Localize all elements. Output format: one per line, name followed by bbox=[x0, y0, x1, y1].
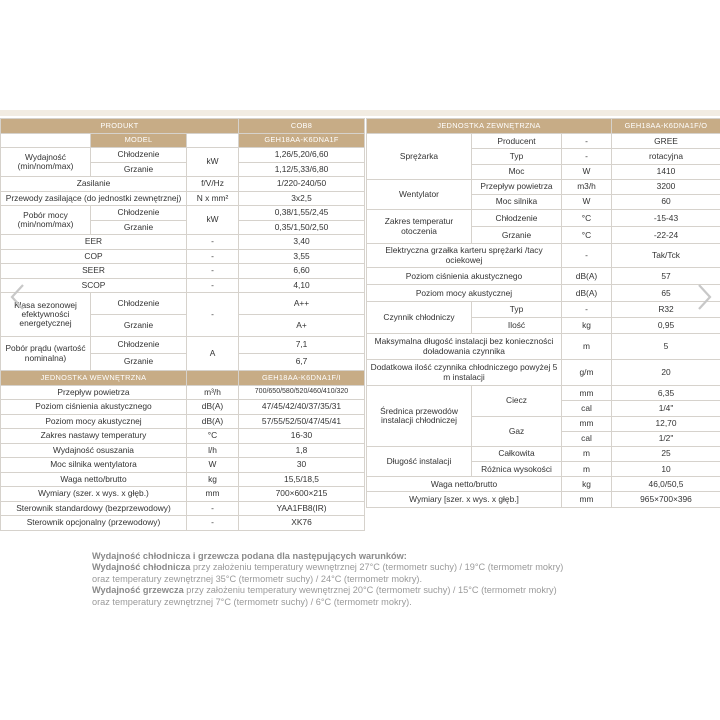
cell: Chłodzenie bbox=[91, 337, 187, 354]
value-cell: 1/220-240/50 bbox=[239, 177, 365, 192]
top-band bbox=[0, 110, 720, 116]
value-cell: 6,35 bbox=[612, 386, 720, 401]
notes-text: przy założeniu temperatury wewnętrznej 20°C (termometr suchy) / 15°C (termometr mokry) bbox=[183, 585, 557, 596]
value-cell: GREE bbox=[612, 134, 720, 149]
unit-cell: A bbox=[187, 337, 239, 371]
cell: Typ bbox=[472, 149, 562, 164]
cell: Chłodzenie bbox=[91, 293, 187, 315]
unit-cell: - bbox=[562, 134, 612, 149]
cell: Ilość bbox=[472, 318, 562, 334]
cell: Ciecz bbox=[472, 386, 562, 416]
unit-cell: °C bbox=[187, 429, 239, 444]
value-cell: 3,40 bbox=[239, 235, 365, 250]
value-cell: rotacyjna bbox=[612, 149, 720, 164]
unit-cell: kg bbox=[562, 318, 612, 334]
unit-cell: - bbox=[187, 264, 239, 279]
notes-line bbox=[92, 562, 563, 573]
unit-cell: m bbox=[562, 334, 612, 360]
indoor-unit-table bbox=[0, 370, 365, 531]
row-label: Poziom ciśnienia akustycznego bbox=[1, 400, 187, 415]
unit-cell: mm bbox=[187, 487, 239, 502]
value-cell: -15-43 bbox=[612, 210, 720, 227]
cell: Przepływ powietrza bbox=[472, 179, 562, 194]
conditions-notes bbox=[92, 551, 563, 608]
unit-cell: mm bbox=[562, 416, 612, 431]
row-label: Wydajność osuszania bbox=[1, 443, 187, 458]
label-sprezarka: Sprężarka bbox=[367, 134, 472, 180]
value-cell: 0,38/1,55/2,45 bbox=[239, 206, 365, 221]
value-cell: 6,60 bbox=[239, 264, 365, 279]
label-max-dlugosc: Maksymalna długość instalacji bez konieczności doładowania czynnika bbox=[367, 334, 562, 360]
unit-cell: f/V/Hz bbox=[187, 177, 239, 192]
value-cell: 46,0/50,5 bbox=[612, 477, 720, 492]
cell: Typ bbox=[472, 302, 562, 318]
unit-cell: °C bbox=[562, 210, 612, 227]
notes-line: oraz temperatury zewnętrznej 35°C (termometr suchy) / 24°C (termometr mokry). bbox=[92, 573, 423, 584]
header-model-code: COB8 bbox=[239, 119, 365, 134]
label-moc-akust: Poziom mocy akustycznej bbox=[367, 285, 562, 302]
label-dodatkowa: Dodatkowa ilość czynnika chłodniczego powyżej 5 m instalacji bbox=[367, 360, 562, 386]
cell: Moc silnika bbox=[472, 194, 562, 209]
notes-heading: Wydajność chłodnicza i grzewcza podana dla następujących warunków: bbox=[92, 551, 407, 561]
unit-cell: - bbox=[562, 149, 612, 164]
header-outdoor: JEDNOSTKA ZEWNĘTRZNA bbox=[367, 119, 612, 134]
label-scop: SCOP bbox=[1, 278, 187, 293]
unit-cell: m bbox=[562, 446, 612, 461]
unit-cell: m bbox=[562, 462, 612, 477]
unit-cell: - bbox=[562, 302, 612, 318]
unit-cell: kg bbox=[562, 477, 612, 492]
value-cell: 3x2,5 bbox=[239, 191, 365, 206]
cell: Chłodzenie bbox=[472, 210, 562, 227]
label-wymiary: Wymiary [szer. x wys. x głęb.] bbox=[367, 492, 562, 507]
unit-cell: - bbox=[187, 278, 239, 293]
label-wydajnosc: Wydajność (min/nom/max) bbox=[1, 148, 91, 177]
unit-cell: W bbox=[562, 164, 612, 179]
value-cell: 700×600×215 bbox=[239, 487, 365, 502]
label-wentylator: Wentylator bbox=[367, 179, 472, 209]
value-cell: 10 bbox=[612, 462, 720, 477]
unit-cell: °C bbox=[562, 227, 612, 244]
unit-cell: W bbox=[562, 194, 612, 209]
row-label: Sterownik opcjonalny (przewodowy) bbox=[1, 516, 187, 531]
unit-cell: - bbox=[187, 293, 239, 337]
label-zasilanie: Zasilanie bbox=[1, 177, 187, 192]
row-label: Waga netto/brutto bbox=[1, 472, 187, 487]
cell: Całkowita bbox=[472, 446, 562, 461]
unit-cell: W bbox=[187, 458, 239, 473]
label-cop: COP bbox=[1, 249, 187, 264]
subheader-model-value: GEH18AA-K6DNA1F bbox=[239, 133, 365, 148]
value-cell: 16-30 bbox=[239, 429, 365, 444]
row-label: Zakres nastawy temperatury bbox=[1, 429, 187, 444]
next-arrow-button[interactable] bbox=[694, 283, 714, 311]
chevron-right-icon bbox=[694, 283, 714, 311]
notes-text: przy założeniu temperatury wewnętrznej 27°C (termometr suchy) / 19°C (termometr mokry) bbox=[190, 562, 564, 573]
cell: Moc bbox=[472, 164, 562, 179]
unit-cell: - bbox=[187, 235, 239, 250]
value-cell: 15,5/18,5 bbox=[239, 472, 365, 487]
unit-cell: kg bbox=[187, 472, 239, 487]
value-cell: 30 bbox=[239, 458, 365, 473]
prev-arrow-button[interactable] bbox=[8, 283, 28, 311]
unit-cell: mm bbox=[562, 386, 612, 401]
unit-cell: m³/h bbox=[187, 385, 239, 400]
value-cell: 57 bbox=[612, 268, 720, 285]
value-cell: 7,1 bbox=[239, 337, 365, 354]
label-eer: EER bbox=[1, 235, 187, 250]
value-cell: 65 bbox=[612, 285, 720, 302]
value-cell: 1/4" bbox=[612, 401, 720, 416]
label-seer: SEER bbox=[1, 264, 187, 279]
header-product: PRODUKT bbox=[1, 119, 239, 134]
value-cell: 965×700×396 bbox=[612, 492, 720, 507]
value-cell: 3,55 bbox=[239, 249, 365, 264]
value-cell: 700/650/580/520/460/410/320 bbox=[239, 385, 365, 400]
value-cell: 1410 bbox=[612, 164, 720, 179]
value-cell: 1,8 bbox=[239, 443, 365, 458]
unit-cell: dB(A) bbox=[562, 285, 612, 302]
value-cell: 12,70 bbox=[612, 416, 720, 431]
unit-cell: dB(A) bbox=[562, 268, 612, 285]
row-label: Wymiary (szer. x wys. x głęb.) bbox=[1, 487, 187, 502]
value-cell: Tak/Tck bbox=[612, 244, 720, 268]
header-indoor-model: GEH18AA-K6DNA1F/I bbox=[239, 371, 365, 386]
value-cell: 0,95 bbox=[612, 318, 720, 334]
row-label: Poziom mocy akustycznej bbox=[1, 414, 187, 429]
value-cell: 4,10 bbox=[239, 278, 365, 293]
cell: Grzanie bbox=[91, 354, 187, 371]
value-cell: XK76 bbox=[239, 516, 365, 531]
row-label: Moc silnika wentylatora bbox=[1, 458, 187, 473]
header-outdoor-model: GEH18AA-K6DNA1F/O bbox=[612, 119, 720, 134]
value-cell: -22-24 bbox=[612, 227, 720, 244]
notes-line: oraz temperatury zewnętrznej 7°C (termometr suchy) / 6°C (termometr mokry). bbox=[92, 596, 412, 607]
cell: Grzanie bbox=[91, 220, 187, 235]
value-cell: A+ bbox=[239, 315, 365, 337]
row-label: Przepływ powietrza bbox=[1, 385, 187, 400]
value-cell: 3200 bbox=[612, 179, 720, 194]
value-cell: 1,12/5,33/6,80 bbox=[239, 162, 365, 177]
value-cell: 57/55/52/50/47/45/41 bbox=[239, 414, 365, 429]
unit-cell: g/m bbox=[562, 360, 612, 386]
value-cell: 60 bbox=[612, 194, 720, 209]
cell: Chłodzenie bbox=[91, 148, 187, 163]
label-dlugosc: Długość instalacji bbox=[367, 446, 472, 476]
value-cell: 1/2" bbox=[612, 431, 720, 446]
label-czynnik: Czynnik chłodniczy bbox=[367, 302, 472, 334]
unit-cell: N x mm² bbox=[187, 191, 239, 206]
label-zakres: Zakres temperatur otoczenia bbox=[367, 210, 472, 244]
outdoor-unit-table bbox=[366, 118, 720, 508]
header-indoor: JEDNOSTKA WEWNĘTRZNA bbox=[1, 371, 187, 386]
value-cell: 1,26/5,20/6,60 bbox=[239, 148, 365, 163]
unit-cell: dB(A) bbox=[187, 414, 239, 429]
cell: Różnica wysokości bbox=[472, 462, 562, 477]
label-klasa: Klasa sezonowej efektywności energetycznej bbox=[1, 293, 91, 337]
value-cell: 20 bbox=[612, 360, 720, 386]
unit-cell: kW bbox=[187, 148, 239, 177]
unit-cell: dB(A) bbox=[187, 400, 239, 415]
subheader-model: MODEL bbox=[91, 133, 187, 148]
label-waga: Waga netto/brutto bbox=[367, 477, 562, 492]
cell: Producent bbox=[472, 134, 562, 149]
cell: Chłodzenie bbox=[91, 206, 187, 221]
unit-cell: cal bbox=[562, 401, 612, 416]
notes-line bbox=[92, 585, 563, 596]
value-cell: 25 bbox=[612, 446, 720, 461]
label-grzalka: Elektryczna grzałka karteru sprężarki /tacy ociekowej bbox=[367, 244, 562, 268]
value-cell: R32 bbox=[612, 302, 720, 318]
cell: Grzanie bbox=[91, 162, 187, 177]
chevron-left-icon bbox=[8, 283, 28, 311]
unit-cell: - bbox=[187, 501, 239, 516]
label-pobor-mocy: Pobór mocy (min/nom/max) bbox=[1, 206, 91, 235]
cell: Grzanie bbox=[472, 227, 562, 244]
row-label: Sterownik standardowy (bezprzewodowy) bbox=[1, 501, 187, 516]
unit-cell: mm bbox=[562, 492, 612, 507]
product-spec-table bbox=[0, 118, 365, 371]
label-cisnienie: Poziom ciśnienia akustycznego bbox=[367, 268, 562, 285]
unit-cell: - bbox=[562, 244, 612, 268]
unit-cell: kW bbox=[187, 206, 239, 235]
value-cell: 47/45/42/40/37/35/31 bbox=[239, 400, 365, 415]
value-cell: YAA1FB8(IR) bbox=[239, 501, 365, 516]
cell: Grzanie bbox=[91, 315, 187, 337]
unit-cell: - bbox=[187, 516, 239, 531]
label-pobor-pradu: Pobór prądu (wartość nominalna) bbox=[1, 337, 91, 371]
notes-bold: Wydajność grzewcza bbox=[92, 585, 184, 596]
unit-cell: cal bbox=[562, 431, 612, 446]
value-cell: A++ bbox=[239, 293, 365, 315]
label-przewody: Przewody zasilające (do jednostki zewnętrznej) bbox=[1, 191, 187, 206]
cell: Gaz bbox=[472, 416, 562, 446]
unit-cell: l/h bbox=[187, 443, 239, 458]
unit-cell: - bbox=[187, 249, 239, 264]
value-cell: 0,35/1,50/2,50 bbox=[239, 220, 365, 235]
label-srednica: Średnica przewodów instalacji chłodniczej bbox=[367, 386, 472, 447]
notes-bold: Wydajność chłodnicza bbox=[92, 562, 191, 573]
value-cell: 5 bbox=[612, 334, 720, 360]
unit-cell: m3/h bbox=[562, 179, 612, 194]
value-cell: 6,7 bbox=[239, 354, 365, 371]
